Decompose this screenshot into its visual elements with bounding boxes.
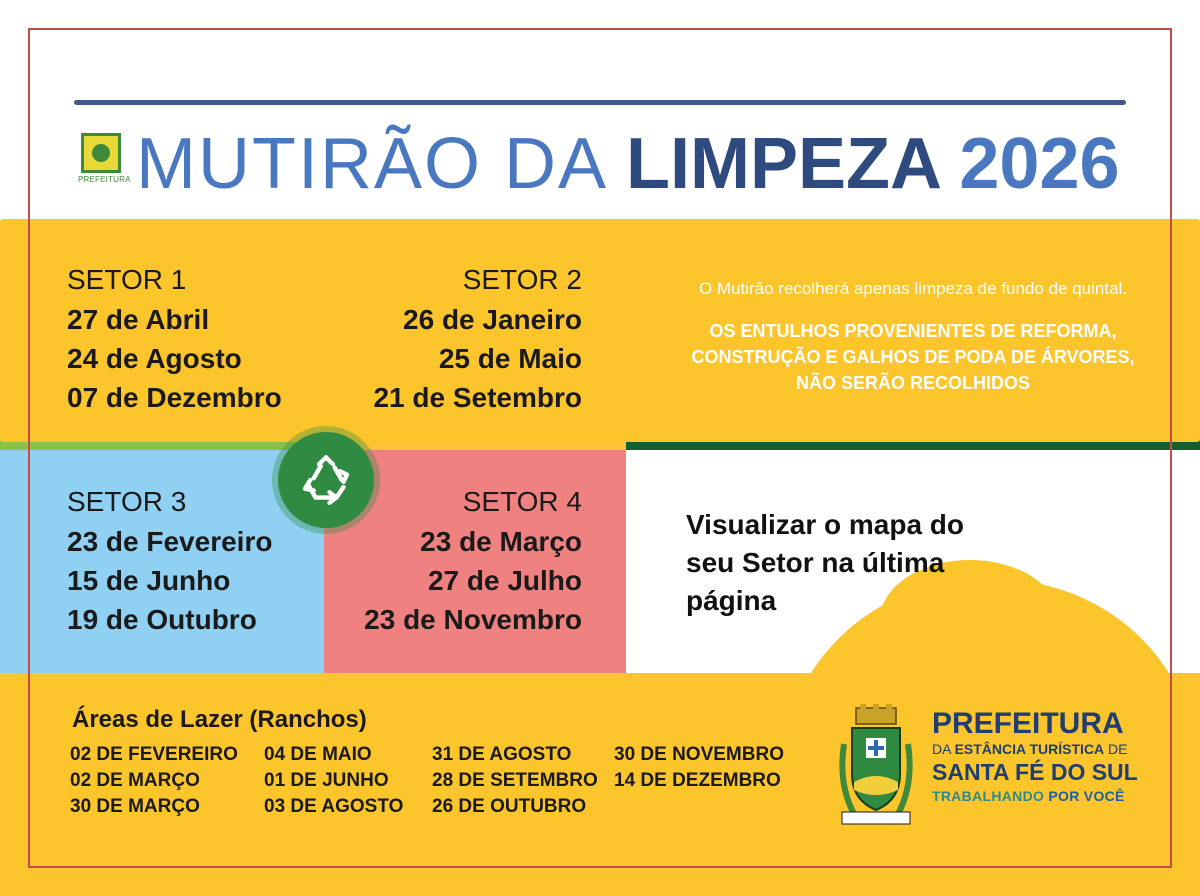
map-info-line: página	[686, 585, 777, 616]
areas-column	[70, 742, 238, 820]
sector-1	[67, 260, 282, 417]
sector-4-name: SETOR 4	[462, 486, 582, 517]
sector-1-date: 07 de Dezembro	[67, 382, 282, 413]
prefeitura-title: PREFEITURA	[932, 707, 1124, 740]
prefeitura-city: SANTA FÉ DO SUL	[932, 759, 1138, 785]
recycle-glyph	[298, 452, 354, 508]
area-date: 02 DE FEVEREIRO	[70, 744, 238, 765]
title-part-1: MUTIRÃO DA	[136, 124, 627, 204]
prefeitura-subtitle-bold: ESTÂNCIA TURÍSTICA	[954, 741, 1105, 757]
sector-1-name: SETOR 1	[67, 264, 187, 295]
notice-warning-line: OS ENTULHOS PROVENIENTES DE REFORMA,	[709, 321, 1117, 341]
notice-text	[640, 278, 1186, 396]
sector-4-date: 23 de Novembro	[364, 604, 582, 635]
area-date: 30 DE MARÇO	[70, 796, 200, 817]
page-title	[136, 126, 1120, 202]
notice-warning	[640, 318, 1186, 396]
area-date: 03 DE AGOSTO	[264, 796, 404, 817]
area-date: 28 DE SETEMBRO	[432, 770, 598, 791]
prefeitura-subtitle-pre: DA	[932, 741, 955, 757]
notice-lead: O Mutirão recolherá apenas limpeza de fundo de quintal.	[698, 279, 1128, 298]
notice-warning-line: NÃO SERÃO RECOLHIDOS	[795, 373, 1031, 393]
prefeitura-subtitle	[932, 740, 1138, 758]
sector-1-date: 27 de Abril	[67, 304, 210, 335]
city-crest-icon	[834, 704, 918, 832]
sector-2-date: 21 de Setembro	[373, 382, 582, 413]
sector-4-date: 23 de Março	[420, 526, 582, 557]
map-info-line: seu Setor na última	[686, 547, 945, 578]
sector-3	[67, 482, 272, 639]
sector-4-date: 27 de Julho	[427, 565, 582, 596]
sector-3-date: 23 de Fevereiro	[67, 526, 273, 557]
map-info-line: Visualizar o mapa do	[686, 509, 965, 540]
slogan-part-1: TRABALHANDO	[932, 788, 1049, 804]
area-date: 04 DE MAIO	[264, 744, 372, 765]
area-date: 31 DE AGOSTO	[432, 744, 572, 765]
sector-3-date: 19 de Outubro	[67, 604, 257, 635]
logo-caption: PREFEITURA	[78, 175, 131, 184]
areas-title: Áreas de Lazer (Ranchos)	[72, 706, 367, 733]
municipal-logo-icon	[78, 133, 131, 189]
header-top-rule	[74, 100, 1126, 105]
area-date: 02 DE MARÇO	[70, 770, 200, 791]
sector-4	[364, 482, 582, 639]
sector-1-date: 24 de Agosto	[67, 343, 242, 374]
recycle-icon	[278, 432, 374, 528]
sector-3-date: 15 de Junho	[67, 565, 231, 596]
sector-2	[373, 260, 582, 417]
sector-3-name: SETOR 3	[67, 486, 187, 517]
map-info-text	[686, 506, 1046, 620]
areas-column	[432, 742, 598, 820]
prefeitura-slogan	[932, 786, 1138, 806]
prefeitura-subtitle-post: DE	[1104, 741, 1128, 757]
crest-glyph	[834, 704, 918, 832]
title-part-3: 2026	[939, 124, 1120, 204]
area-date: 30 DE NOVEMBRO	[614, 744, 784, 765]
area-date: 14 DE DEZEMBRO	[614, 770, 781, 791]
prefeitura-block	[932, 708, 1138, 806]
title-part-2: LIMPEZA	[626, 124, 940, 204]
sector-2-date: 25 de Maio	[438, 343, 582, 374]
area-date: 01 DE JUNHO	[264, 770, 389, 791]
sector-2-date: 26 de Janeiro	[403, 304, 582, 335]
notice-warning-line: CONSTRUÇÃO E GALHOS DE PODA DE ÁRVORES,	[691, 347, 1135, 367]
areas-column	[614, 742, 784, 794]
slogan-part-2: POR VOCÊ	[1048, 788, 1125, 804]
areas-column	[264, 742, 403, 820]
sector-2-name: SETOR 2	[462, 264, 582, 295]
area-date: 26 DE OUTUBRO	[432, 796, 587, 817]
